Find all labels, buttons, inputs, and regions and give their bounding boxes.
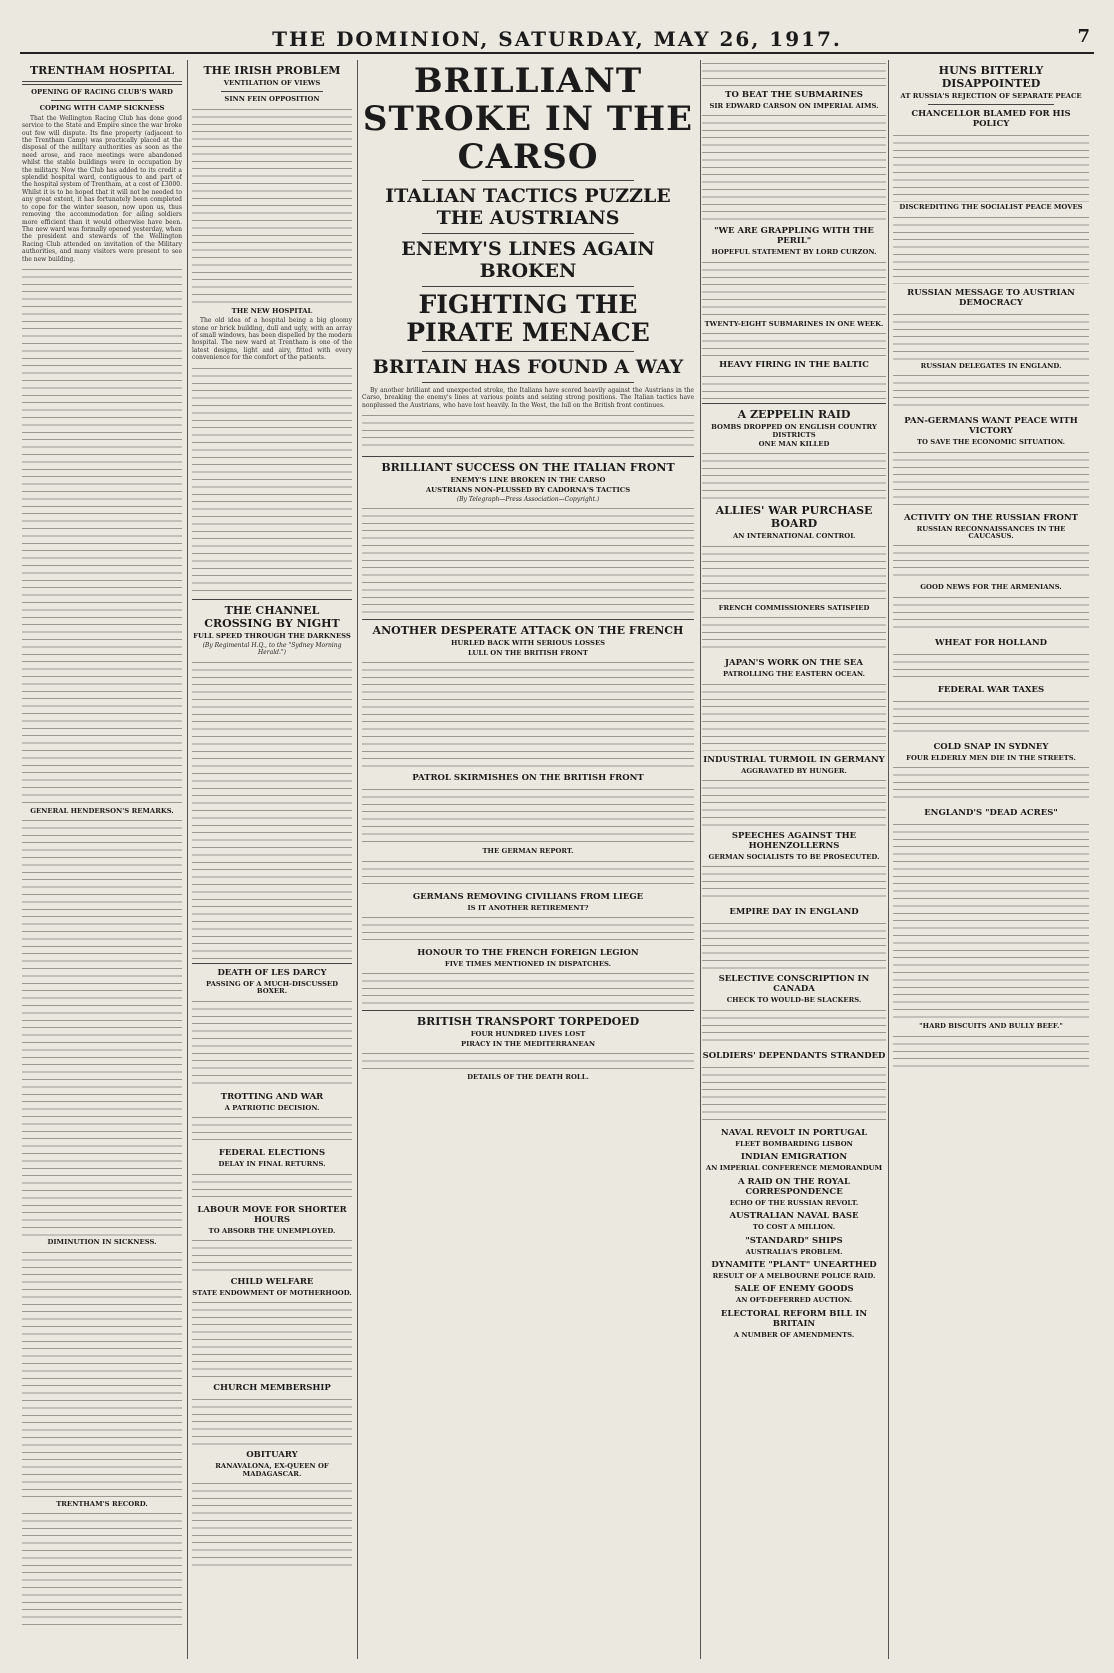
article-text-block <box>702 920 886 970</box>
article-text-block <box>702 60 886 86</box>
subheadline: A NUMBER OF AMENDMENTS. <box>733 1330 855 1339</box>
headline: DYNAMITE "PLANT" UNEARTHED <box>711 1259 877 1270</box>
main-headline: BRILLIANT STROKE IN THE CARSO <box>362 61 694 177</box>
headline: AUSTRALIAN NAVAL BASE <box>729 1211 859 1222</box>
subheadline: LULL ON THE BRITISH FRONT <box>468 648 588 657</box>
column-2 <box>192 60 352 1659</box>
divider <box>221 91 323 92</box>
divider <box>192 963 352 964</box>
subheadline: PIRACY IN THE MEDITERRANEAN <box>460 1039 596 1048</box>
headline: PATROL SKIRMISHES ON THE BRITISH FRONT <box>412 773 644 784</box>
subheadline: PATROLLING THE EASTERN OCEAN. <box>722 670 866 679</box>
article-text-block <box>362 659 694 769</box>
subheadline: ENEMY'S LINE BROKEN IN THE CARSO <box>450 476 606 485</box>
headline: HEAVY FIRING IN THE BALTIC <box>719 360 869 371</box>
headline: FIGHTING THE PIRATE MENACE <box>406 290 650 347</box>
subheadline: FOUR HUNDRED LIVES LOST <box>470 1030 586 1039</box>
headline: TO BEAT THE SUBMARINES <box>725 90 863 100</box>
divider <box>928 104 1053 105</box>
subheadline: TO ABSORB THE UNEMPLOYED. <box>208 1226 336 1235</box>
subheadline: RESULT OF A MELBOURNE POLICE RAID. <box>712 1271 876 1280</box>
subheadline: FRENCH COMMISSIONERS SATISFIED <box>718 603 870 612</box>
headline: CHANCELLOR BLAMED FOR HIS POLICY <box>911 109 1071 130</box>
column-rule <box>888 60 889 1659</box>
article-text-block <box>702 373 886 399</box>
article-text-block <box>702 112 886 222</box>
byline: (By Regimental H.Q., to the "Sydney Morning Herald.") <box>202 642 342 657</box>
article-text-block <box>893 594 1089 634</box>
headline: PAN-GERMANS WANT PEACE WITH VICTORY <box>904 416 1078 437</box>
divider <box>362 456 694 457</box>
headline: GERMANS REMOVING CIVILIANS FROM LIEGE <box>412 891 644 902</box>
article-text-block <box>192 998 352 1088</box>
newspaper-title: THE DOMINION, SATURDAY, MAY 26, 1917. <box>272 27 842 51</box>
subheadline: AGGRAVATED BY HUNGER. <box>741 766 847 775</box>
subheadline: GERMAN SOCIALISTS TO BE PROSECUTED. <box>708 853 880 862</box>
article-text-block <box>192 659 352 959</box>
article-text-block <box>192 1480 352 1570</box>
headline: OBITUARY <box>246 1450 298 1461</box>
subheadline: AT RUSSIA'S REJECTION OF SEPARATE PEACE <box>900 92 1082 100</box>
article-text-block <box>192 106 352 306</box>
headline: FEDERAL WAR TAXES <box>937 684 1045 695</box>
subheadline: SIR EDWARD CARSON ON IMPERIAL AIMS. <box>709 102 879 110</box>
article-text-block <box>893 372 1089 412</box>
column-3-main-story <box>362 60 694 1659</box>
headline: THE IRISH PROBLEM <box>203 64 341 77</box>
subheadline: AN INTERNATIONAL CONTROL <box>733 532 855 541</box>
divider <box>362 1010 694 1011</box>
article-text-block <box>192 1237 352 1273</box>
headline: ENEMY'S LINES AGAIN BROKEN <box>401 238 655 282</box>
article-text-block <box>362 858 694 888</box>
headline: TRENTHAM HOSPITAL <box>29 64 175 77</box>
article-text-block <box>702 681 886 751</box>
subheadline: HURLED BACK WITH SERIOUS LOSSES <box>450 639 606 648</box>
subheadline: COPING WITH CAMP SICKNESS <box>39 104 165 113</box>
headline: SOLDIERS' DEPENDANTS STRANDED <box>702 1050 886 1061</box>
subheadline: RUSSIAN RECONNAISSANCES IN THE CAUCASUS. <box>916 524 1066 541</box>
article-text-block <box>893 821 1089 1021</box>
headline: JAPAN'S WORK ON THE SEA <box>725 658 863 669</box>
headline: ITALIAN TACTICS PUZZLE THE AUSTRIANS <box>385 185 671 229</box>
article-text-block <box>702 1007 886 1047</box>
article-text-block <box>893 764 1089 804</box>
subheadline: SINN FEIN OPPOSITION <box>224 95 320 104</box>
article-body: By another brilliant and unexpected stroke, the Italians have scored heavily against the Austrians in the Carso, breaking the enemy's lines at various points and seizing strong positions. The Italian tactics have nonplussed the Austrians, who have lost heavily. In the West, the lull on the British front continues. <box>362 387 694 409</box>
article-text-block <box>702 614 886 654</box>
headline: FEDERAL ELECTIONS <box>218 1148 326 1159</box>
article-text-block <box>362 505 694 615</box>
headline: CHILD WELFARE <box>230 1276 314 1287</box>
subheadline: TO COST A MILLION. <box>752 1223 836 1232</box>
subheadline: DISCREDITING THE SOCIALIST PEACE MOVES <box>899 203 1083 212</box>
headline: NAVAL REVOLT IN PORTUGAL <box>720 1127 868 1138</box>
article-text-block <box>702 450 886 500</box>
article-text-block <box>702 259 886 319</box>
divider <box>51 100 153 101</box>
article-text-block <box>893 311 1089 361</box>
subheadline: PASSING OF A MUCH-DISCUSSED BOXER. <box>205 979 339 996</box>
column-rule <box>187 60 188 1659</box>
subheadline: VENTILATION OF VIEWS <box>223 79 321 87</box>
divider <box>702 403 886 404</box>
article-text-block <box>192 1114 352 1144</box>
article-text-block <box>893 1033 1089 1073</box>
article-text-block <box>22 266 182 806</box>
subheadline: AN OFT-DEFERRED AUCTION. <box>735 1296 853 1305</box>
headline: HUNS BITTERLY DISAPPOINTED <box>938 64 1044 90</box>
headline: COLD SNAP IN SYDNEY <box>933 741 1049 752</box>
column-rule <box>357 60 358 1659</box>
subheadline: TO SAVE THE ECONOMIC SITUATION. <box>916 438 1066 447</box>
headline: A ZEPPELIN RAID <box>737 408 851 422</box>
byline: (By Telegraph—Press Association—Copyright.) <box>456 496 600 504</box>
headline: DEATH OF LES DARCY <box>217 967 327 978</box>
subheadline: DELAY IN FINAL RETURNS. <box>218 1160 326 1169</box>
article-text-block <box>702 863 886 903</box>
column-4-5-upper <box>700 60 701 1659</box>
article-text-block <box>702 543 886 603</box>
article-text-block <box>22 1510 182 1630</box>
headline: "WE ARE GRAPPLING WITH THE PERIL" <box>714 226 874 247</box>
subheadline: FLEET BOMBARDING LISBON <box>735 1139 853 1148</box>
subheadline: AUSTRIANS NON-PLUSSED BY CADORNA'S TACTICS <box>425 485 631 494</box>
headline: "STANDARD" SHIPS <box>745 1235 843 1246</box>
headline: ACTIVITY ON THE RUSSIAN FRONT <box>904 512 1078 523</box>
article-body: That the Wellington Racing Club has done good service to the State and Empire since the war broke out few will dispute. Its fine property (adjacent to the Trentham Camp) was practically placed at the disposal of the military authorities as soon as the need arose, and race meetings were abandoned whilst the stable buildings were in occupation by the military. Now the Club has added to its credit a splendid hospital ward, contiguous to and part of the hospital system of Trentham, at a cost of £3000. Whilst it is to be hoped that it will not be needed to any great extent, it has fortunately been completed to cope for the winter season, now upon us, thus removing the accommodation for ailing soldiers more efficient than it would otherwise have been. The new ward was formally opened yesterday, when the president and stewards of the Wellington Racing Club attended on invitation of the Military authorities, and many visitors were present to see the new building. <box>22 114 182 263</box>
divider <box>192 599 352 600</box>
subheadline: HOPEFUL STATEMENT BY LORD CURZON. <box>711 248 877 257</box>
article-text-block <box>893 132 1089 202</box>
section-heading: DIMINUTION IN SICKNESS. <box>47 1238 157 1247</box>
subheadline: RUSSIAN DELEGATES IN ENGLAND. <box>920 361 1062 370</box>
subheadline: OPENING OF RACING CLUB'S WARD <box>31 88 173 96</box>
headline: EMPIRE DAY IN ENGLAND <box>729 907 859 918</box>
headline: BRILLIANT SUCCESS ON THE ITALIAN FRONT <box>381 461 675 475</box>
headline: SALE OF ENEMY GOODS <box>734 1284 854 1295</box>
headline: ENGLAND'S "DEAD ACRES" <box>924 808 1058 819</box>
article-body: The old idea of a hospital being a big gloomy stone or brick building, dull and ugly, with an array of small windows, has been dispelled by the modern hospital. The new ward at Trentham is one of the latest designs, light and airy, fitted with every convenience for the comfort of the patients. <box>192 317 352 362</box>
article-text-block <box>893 651 1089 681</box>
subheadline: ONE MAN KILLED <box>758 440 830 449</box>
divider <box>422 286 635 287</box>
headline: INDUSTRIAL TURMOIL IN GERMANY <box>703 754 885 765</box>
subheadline: A PATRIOTIC DECISION. <box>224 1103 320 1112</box>
article-text-block <box>893 698 1089 738</box>
divider <box>422 382 635 383</box>
article-text-block <box>362 786 694 846</box>
masthead <box>20 26 1094 54</box>
headline: INDIAN EMIGRATION <box>740 1152 848 1163</box>
headline: BRITISH TRANSPORT TORPEDOED <box>416 1015 640 1029</box>
subheadline: THE GERMAN REPORT. <box>482 847 574 856</box>
subheadline: FULL SPEED THROUGH THE DARKNESS <box>193 631 351 640</box>
subheadline: STATE ENDOWMENT OF MOTHERHOOD. <box>192 1288 352 1297</box>
headline: RUSSIAN MESSAGE TO AUSTRIAN DEMOCRACY <box>907 287 1075 308</box>
subheadline: RANAVALONA, EX-QUEEN OF MADAGASCAR. <box>215 1462 329 1478</box>
article-text-block <box>362 970 694 1006</box>
headline: ALLIES' WAR PURCHASE BOARD <box>715 504 873 531</box>
subheadline: BOMBS DROPPED ON ENGLISH COUNTRY DISTRICTS <box>711 423 877 439</box>
subheadline: FIVE TIMES MENTIONED IN DISPATCHES. <box>444 960 612 969</box>
article-text-block <box>22 817 182 1237</box>
headline: WHEAT FOR HOLLAND <box>934 637 1048 648</box>
subheadline: IS IT ANOTHER RETIREMENT? <box>467 903 589 912</box>
divider <box>22 81 182 85</box>
headline: HONOUR TO THE FRENCH FOREIGN LEGION <box>417 948 639 959</box>
article-text-block <box>362 914 694 944</box>
subheadline: FOUR ELDERLY MEN DIE IN THE STREETS. <box>906 753 1076 762</box>
headline: SELECTIVE CONSCRIPTION IN CANADA <box>718 974 870 995</box>
article-text-block <box>192 365 352 595</box>
article-text-block <box>893 449 1089 509</box>
divider <box>422 233 635 234</box>
headline: CHURCH MEMBERSHIP <box>213 1383 331 1394</box>
headline: SPEECHES AGAINST THE HOHENZOLLERNS <box>731 831 857 852</box>
column-1 <box>22 60 182 1659</box>
article-text-block <box>362 1050 694 1072</box>
headline: TROTTING AND WAR <box>220 1091 324 1102</box>
article-text-block <box>362 412 694 452</box>
subheadline: TWENTY-EIGHT SUBMARINES IN ONE WEEK. <box>704 319 884 328</box>
page-number: 7 <box>1077 26 1090 47</box>
section-heading: TRENTHAM'S RECORD. <box>56 1499 148 1508</box>
article-text-block <box>702 777 886 827</box>
headline: THE CHANNEL CROSSING BY NIGHT <box>204 603 340 630</box>
article-text-block <box>22 1249 182 1499</box>
subheadline: AUSTRALIA'S PROBLEM. <box>745 1247 843 1256</box>
headline: A RAID ON THE ROYAL CORRESPONDENCE <box>737 1176 850 1197</box>
article-text-block <box>192 1396 352 1446</box>
article-text-block <box>702 1064 886 1124</box>
article-text-block <box>192 1299 352 1379</box>
column-4 <box>362 60 363 1659</box>
divider <box>422 180 635 181</box>
article-text-block <box>192 1171 352 1201</box>
article-text-block <box>893 542 1089 582</box>
column-6 <box>893 60 1089 1659</box>
section-heading: GENERAL HENDERSON'S REMARKS. <box>30 806 174 815</box>
column-4-content <box>702 60 886 1659</box>
divider <box>422 351 635 352</box>
section-heading: THE NEW HOSPITAL <box>231 306 313 315</box>
subheadline: CHECK TO WOULD-BE SLACKERS. <box>726 996 862 1005</box>
divider <box>362 619 694 620</box>
article-text-block <box>702 330 886 356</box>
headline: BRITAIN HAS FOUND A WAY <box>372 356 684 378</box>
headline: LABOUR MOVE FOR SHORTER HOURS <box>197 1204 347 1225</box>
subheadline: ECHO OF THE RUSSIAN REVOLT. <box>729 1198 859 1207</box>
subheadline: GOOD NEWS FOR THE ARMENIANS. <box>920 583 1062 592</box>
article-text-block <box>893 214 1089 284</box>
subheadline: AN IMPERIAL CONFERENCE MEMORANDUM <box>705 1164 883 1173</box>
subheadline: DETAILS OF THE DEATH ROLL. <box>467 1073 589 1082</box>
subheadline: "HARD BISCUITS AND BULLY BEEF." <box>919 1022 1063 1031</box>
headline: ELECTORAL REFORM BILL IN BRITAIN <box>720 1308 868 1329</box>
headline: ANOTHER DESPERATE ATTACK ON THE FRENCH <box>372 624 684 638</box>
